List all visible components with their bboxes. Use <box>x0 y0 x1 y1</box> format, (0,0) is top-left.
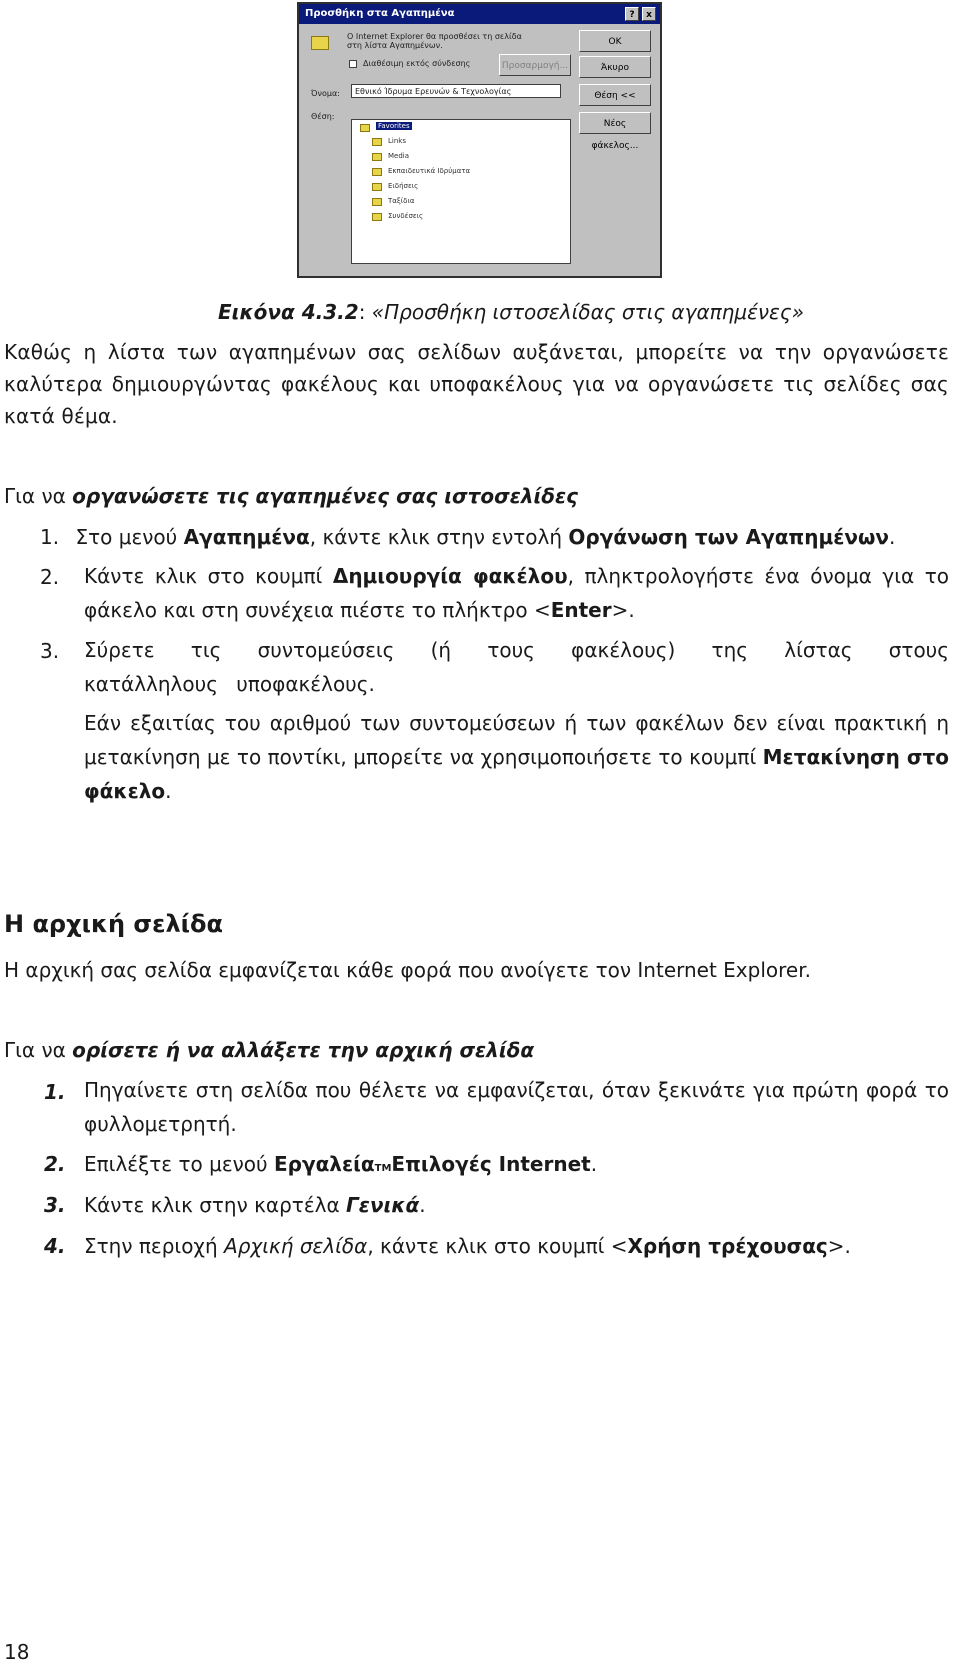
create-in-button[interactable]: Θέση << <box>579 84 651 106</box>
step-text: . <box>888 525 896 549</box>
step-text: , πληκτρολογήστε ένα όνομα για το φάκελο και στη συνέχεια πιέστε το πλήκτρο < <box>84 564 949 622</box>
home-step-2 <box>84 1152 597 1176</box>
command-name: Επιλογές Internet <box>391 1152 591 1176</box>
organize-prefix: Για να <box>4 484 73 508</box>
tab-name: Γενικά <box>346 1193 420 1217</box>
intro-paragraph: Καθώς η λίστα των αγαπημένων σας σελίδων αυξάνεται, μπορείτε να την οργανώσετε καλύτερα δημιουργώντας φακέλους και υποφακέλους για να οργανώσετε τις σελίδες σας κατά θέμα. <box>4 340 949 428</box>
step-number: 3. <box>40 639 60 663</box>
home-heading: Η αρχική σελίδα <box>4 910 223 938</box>
name-input[interactable]: Εθνικό Ίδρυμα Ερευνών & Τεχνολογίας <box>351 84 561 98</box>
folder-star-icon <box>311 36 329 50</box>
step-text: Στο μενού <box>75 525 184 549</box>
note-text: . <box>165 779 172 803</box>
tree-item[interactable]: Ειδήσεις <box>388 182 419 190</box>
create-in-label: Θέση: <box>311 112 335 121</box>
step-number: 2. <box>40 565 60 589</box>
home-task-heading <box>4 1038 534 1062</box>
step-text: Κάντε κλικ στην καρτέλα <box>84 1193 347 1217</box>
page-number: 18 <box>4 1640 30 1664</box>
home-step-3 <box>84 1193 426 1217</box>
step-text: . <box>419 1193 426 1217</box>
key-name: Enter <box>550 598 612 622</box>
tree-item[interactable]: Media <box>388 152 410 160</box>
favorites-tree[interactable] <box>351 119 571 264</box>
step-text: , κάντε κλικ στο κουμπί < <box>367 1234 628 1258</box>
home-text: Η αρχική σας σελίδα εμφανίζεται κάθε φορά που ανοίγετε τον Internet Explorer. <box>4 958 811 982</box>
folder-icon <box>372 168 382 176</box>
step-text: Επιλέξτε το μενού <box>84 1152 274 1176</box>
help-button[interactable]: ? <box>625 7 639 21</box>
folder-icon <box>372 183 382 191</box>
home-prefix: Για να <box>4 1038 73 1062</box>
menu-name: Αγαπημένα <box>183 525 310 549</box>
name-label: Όνομα: <box>311 89 340 98</box>
tree-item[interactable]: Favorites <box>378 122 410 130</box>
step-text: Στην περιοχή <box>84 1234 225 1258</box>
button-name: Χρήση τρέχουσας <box>627 1234 828 1258</box>
tm-mark: TM <box>374 1163 392 1174</box>
dialog-option1: Ο Internet Explorer θα προσθέσει τη σελίδα στη λίστα Αγαπημένων. <box>347 32 522 50</box>
ok-button[interactable]: OK <box>579 30 651 52</box>
tree-item[interactable]: Links <box>388 137 406 145</box>
figure-caption: Εικόνα 4.3.2: «Προσθήκη ιστοσελίδας στις αγαπημένες» <box>218 300 804 324</box>
close-button[interactable]: x <box>642 7 656 21</box>
organize-step-1 <box>40 525 945 549</box>
organize-heading <box>4 484 578 508</box>
folder-icon <box>372 213 382 221</box>
folder-icon <box>372 153 382 161</box>
organize-note <box>84 706 949 808</box>
step-text: >. <box>827 1234 851 1258</box>
step-number: 1. <box>44 1080 66 1104</box>
menu-name: Εργαλεία <box>273 1152 375 1176</box>
folder-icon <box>372 138 382 146</box>
command-name: Οργάνωση των Αγαπημένων <box>568 525 889 549</box>
step-text: . <box>590 1152 598 1176</box>
step-text: , κάντε κλικ στην εντολή <box>309 525 569 549</box>
step-text: >. <box>611 598 635 622</box>
button-name: Δημιουργία φακέλου <box>332 564 568 588</box>
button-name: Μετακίνηση στο φάκελο <box>84 745 949 803</box>
home-step-4 <box>84 1234 851 1258</box>
offline-checkbox[interactable] <box>349 60 357 68</box>
folder-icon <box>360 124 370 132</box>
organize-title: οργανώσετε τις αγαπημένες σας ιστοσελίδες <box>72 484 579 508</box>
step-number: 2. <box>44 1152 66 1176</box>
customize-button[interactable]: Προσαρμογή... <box>499 54 571 76</box>
step-number: 4. <box>44 1234 66 1258</box>
dialog-title: Προσθήκη στα Αγαπημένα <box>299 4 660 24</box>
add-favorite-dialog-screenshot <box>297 2 662 278</box>
new-folder-button[interactable]: Νέος φάκελος... <box>579 112 651 134</box>
step-number: 3. <box>44 1193 66 1217</box>
folder-icon <box>372 198 382 206</box>
caption-label: Εικόνα 4.3.2 <box>218 300 359 324</box>
home-step-1: Πηγαίνετε στη σελίδα που θέλετε να εμφανίζεται, όταν ξεκινάτε για πρώτη φορά το φυλλομετρητή. <box>84 1078 949 1136</box>
cancel-button[interactable]: Άκυρο <box>579 56 651 78</box>
home-task-title: ορίσετε ή να αλλάξετε την αρχική σελίδα <box>72 1038 535 1062</box>
step-text: Κάντε κλικ στο κουμπί <box>84 564 333 588</box>
tree-item[interactable]: Ταξίδια <box>388 197 415 205</box>
step-number: 1. <box>40 525 60 549</box>
tree-item[interactable]: Συνδέσεις <box>388 212 424 220</box>
note-text: Εάν εξαιτίας του αριθμού των συντομεύσεων ή των φακέλων δεν είναι πρακτική η μετακίνηση με το ποντίκι, μπορείτε να χρησιμοποιήσετε το κουμπί <box>84 711 949 769</box>
organize-step-3: Σύρετε τις συντομεύσεις (ή τους φακέλους) της λίστας στους κατάλληλους υποφακέλους. <box>84 638 949 696</box>
dialog-option2: Διαθέσιμη εκτός σύνδεσης <box>363 59 471 68</box>
caption-text: «Προσθήκη ιστοσελίδας στις αγαπημένες» <box>371 300 804 324</box>
tree-item[interactable]: Εκπαιδευτικά Ιδρύματα <box>388 167 471 175</box>
organize-step-2 <box>84 559 949 627</box>
area-name: Αρχική σελίδα <box>224 1234 368 1258</box>
